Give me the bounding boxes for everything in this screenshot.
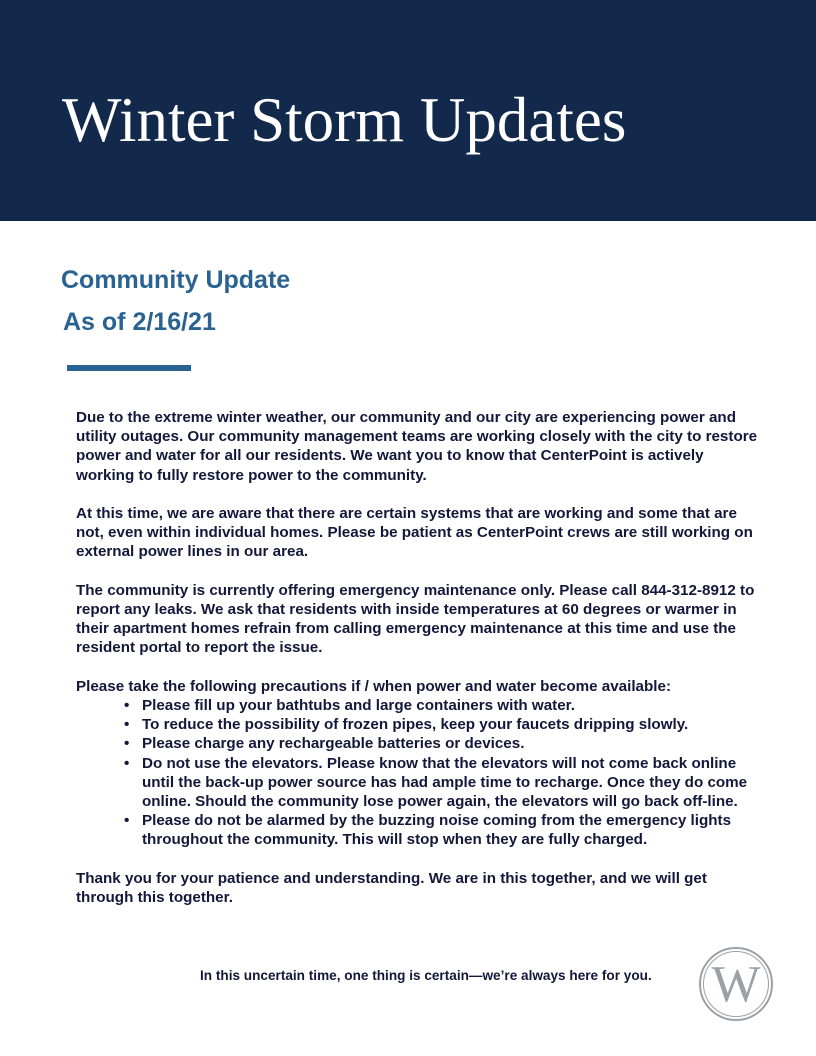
body-paragraph: Due to the extreme winter weather, our community and our city are experiencing power and utility outages. Our community management teams are working closely with the city to restore power and water for all our residents. We want you to know that CenterPoint is actively working to fully restore power to the community.: [76, 409, 758, 484]
list-item-text: Please do not be alarmed by the buzzing noise coming from the emergency lights throughout the community. This will stop when they are fully charged.: [142, 812, 732, 849]
update-date: As of 2/16/21: [63, 308, 216, 336]
page-title: Winter Storm Updates: [62, 85, 627, 155]
list-item: [124, 734, 766, 753]
list-item: [124, 754, 766, 812]
bullet-icon: •: [124, 697, 130, 714]
closing-paragraph: Thank you for your patience and understanding. We are in this together, and we will get through this together.: [76, 869, 707, 907]
section-title: Community Update: [61, 266, 291, 294]
bullet-icon: •: [124, 735, 130, 753]
list-item: [124, 811, 766, 849]
update-body: [76, 408, 766, 926]
list-item-text: To reduce the possibility of frozen pipes, keep your faucets dripping slowly.: [142, 716, 689, 734]
accent-divider: [67, 365, 191, 371]
list-item-text: Please fill up your bathtubs and large containers with water.: [142, 697, 575, 714]
svg-text:W: W: [711, 956, 761, 1013]
list-item: [124, 715, 766, 734]
precautions-intro: Please take the following precautions if / when power and water become available:: [76, 677, 672, 695]
body-paragraph: At this time, we are aware that there are certain systems that are working and some that are not, even within individual homes. Please be patient as CenterPoint crews are still working on external power lines in our area.: [76, 505, 753, 561]
header-banner: [0, 0, 816, 221]
precautions-list: [76, 696, 766, 850]
list-item-text: Do not use the elevators. Please know that the elevators will not come back online until the back-up power source has had ample time to recharge. Once they do come online. Should the community lose power again, the elevators will go back off-line.: [142, 754, 748, 811]
list-item: [124, 696, 766, 715]
bullet-icon: •: [124, 716, 130, 734]
footer-tagline: In this uncertain time, one thing is certain—we’re always here for you.: [200, 968, 652, 983]
bullet-icon: •: [124, 754, 130, 772]
w-monogram-logo-icon: [698, 946, 774, 1022]
bullet-icon: •: [124, 812, 130, 830]
body-paragraph: The community is currently offering emergency maintenance only. Please call 844-312-8912 to report any leaks. We ask that residents with inside temperatures at 60 degrees or warmer in their apartment homes refrain from calling emergency maintenance at this time and use the resident portal to report the issue.: [76, 581, 755, 657]
list-item-text: Please charge any rechargeable batteries or devices.: [142, 735, 525, 753]
